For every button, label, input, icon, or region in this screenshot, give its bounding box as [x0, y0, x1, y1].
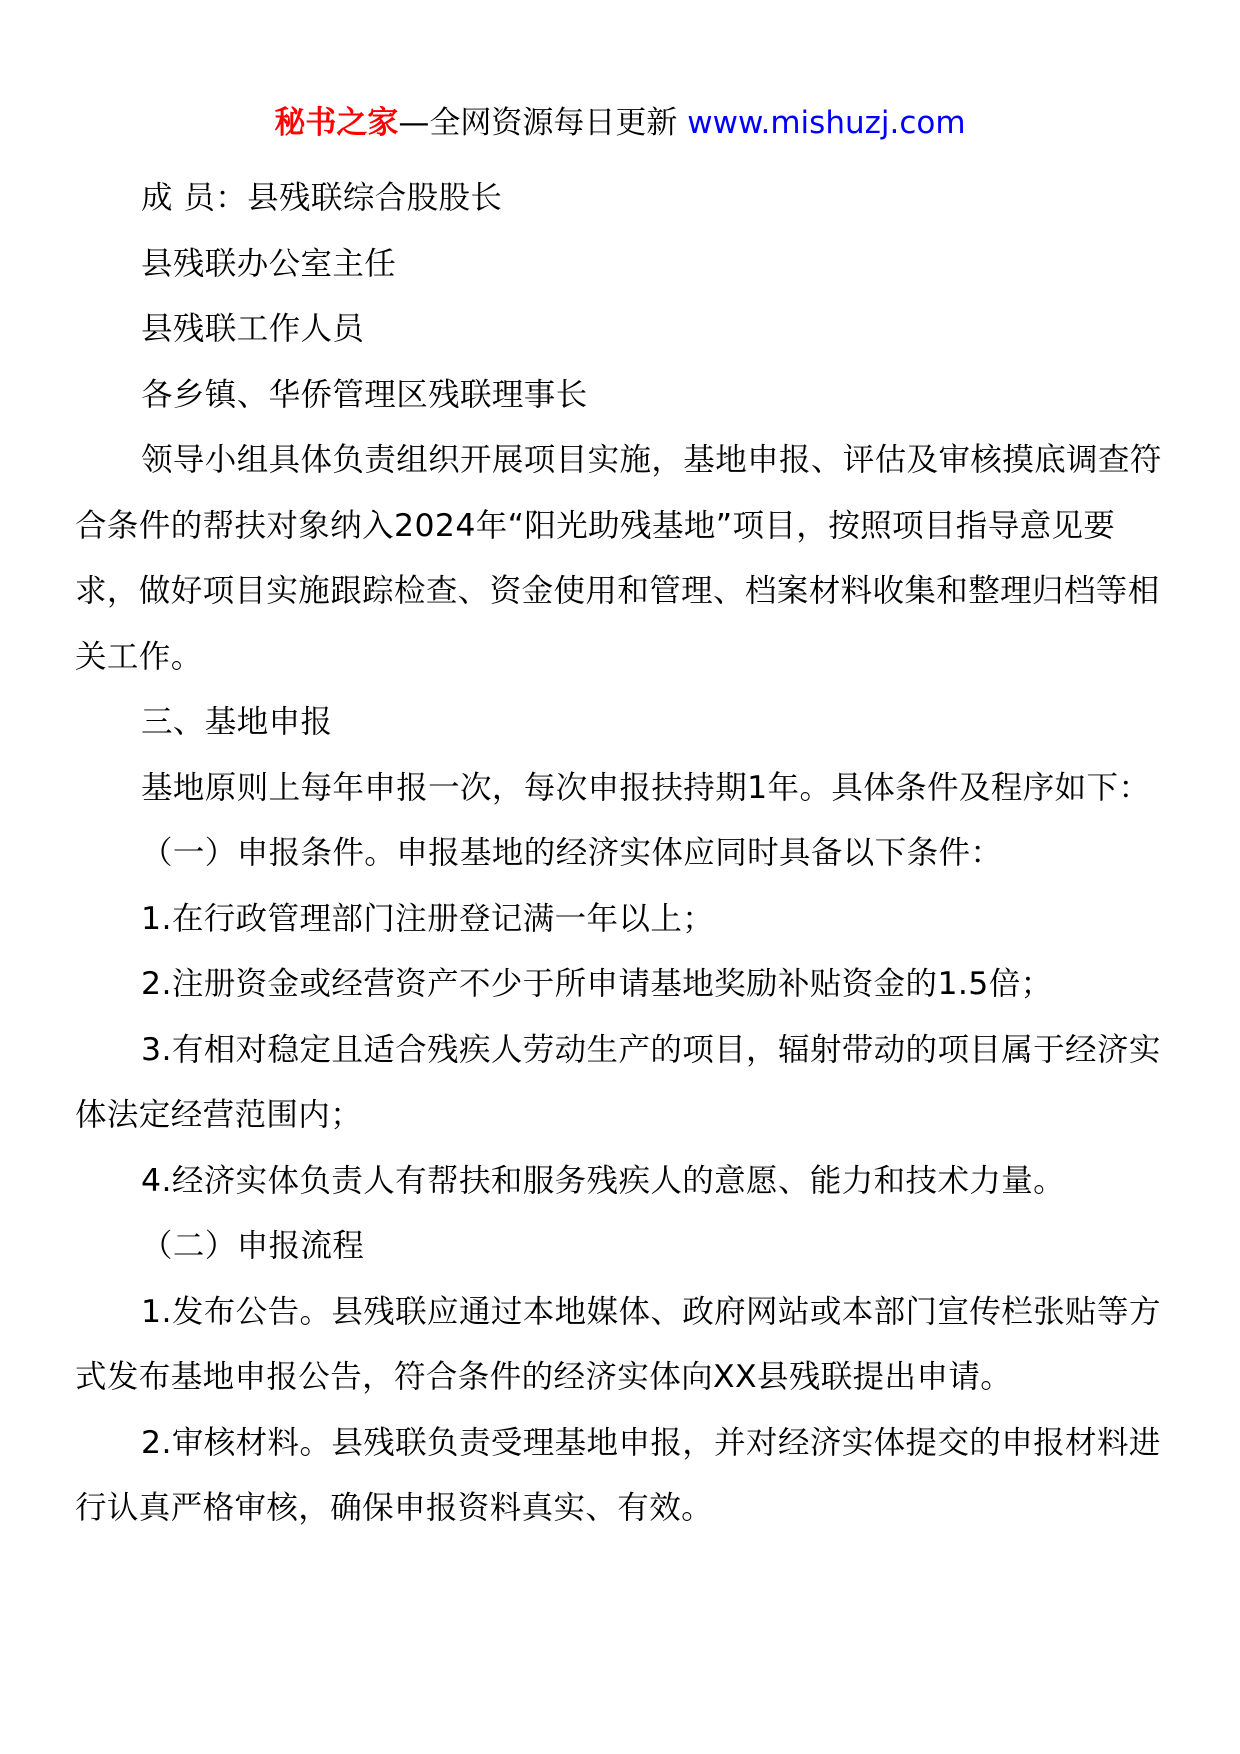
page-header: [0, 103, 1240, 143]
document-body: [75, 166, 1175, 1542]
brand-name: 秘书之家: [274, 105, 399, 141]
header-slogan: —全网资源每日更新: [398, 105, 678, 141]
section-heading-base-application: 三、基地申报: [141, 704, 333, 740]
paragraph-members: 成 员：县残联综合股股长: [141, 180, 503, 216]
list-item-condition-1: 1.在行政管理部门注册登记满一年以上；: [141, 900, 715, 937]
list-item-condition-4: 4.经济实体负责人有帮扶和服务残疾人的意愿、能力和技术力量。: [141, 1162, 1066, 1199]
subheading-application-conditions: （一）申报条件。申报基地的经济实体应同时具备以下条件：: [141, 835, 1003, 871]
subheading-application-process: （二）申报流程: [141, 1228, 365, 1264]
paragraph-leadership-duties: 领导小组具体负责组织开展项目实施，基地申报、评估及审核摸底调查符合条件的帮扶对象纳入2024年“阳光助残基地”项目，按照项目指导意见要求，做好项目实施跟踪检查、资金使用和管理、档案材料收集和整理归档等相关工作。: [75, 442, 1162, 675]
list-item-condition-3: 3.有相对稳定且适合残疾人劳动生产的项目，辐射带动的项目属于经济实体法定经营范围内；: [75, 1031, 1161, 1133]
paragraph-application-frequency: 基地原则上每年申报一次，每次申报扶持期1年。具体条件及程序如下：: [141, 769, 1151, 806]
website-link[interactable]: www.mishuzj.com: [687, 105, 966, 141]
paragraph-township-chairs: 各乡镇、华侨管理区残联理事长: [141, 376, 588, 413]
list-item-condition-2: 2.注册资金或经营资产不少于所申请基地奖励补贴资金的1.5倍；: [141, 966, 1053, 1002]
paragraph-staff: 县残联工作人员: [141, 311, 365, 347]
list-item-process-2: 2.审核材料。县残联负责受理基地申报，并对经济实体提交的申报材料进行认真严格审核，确保申报资料真实、有效。: [75, 1424, 1161, 1526]
paragraph-office-director: 县残联办公室主任: [141, 245, 397, 282]
list-item-process-1: 1.发布公告。县残联应通过本地媒体、政府网站或本部门宣传栏张贴等方式发布基地申报公告，符合条件的经济实体向XX县残联提出申请。: [75, 1293, 1161, 1395]
